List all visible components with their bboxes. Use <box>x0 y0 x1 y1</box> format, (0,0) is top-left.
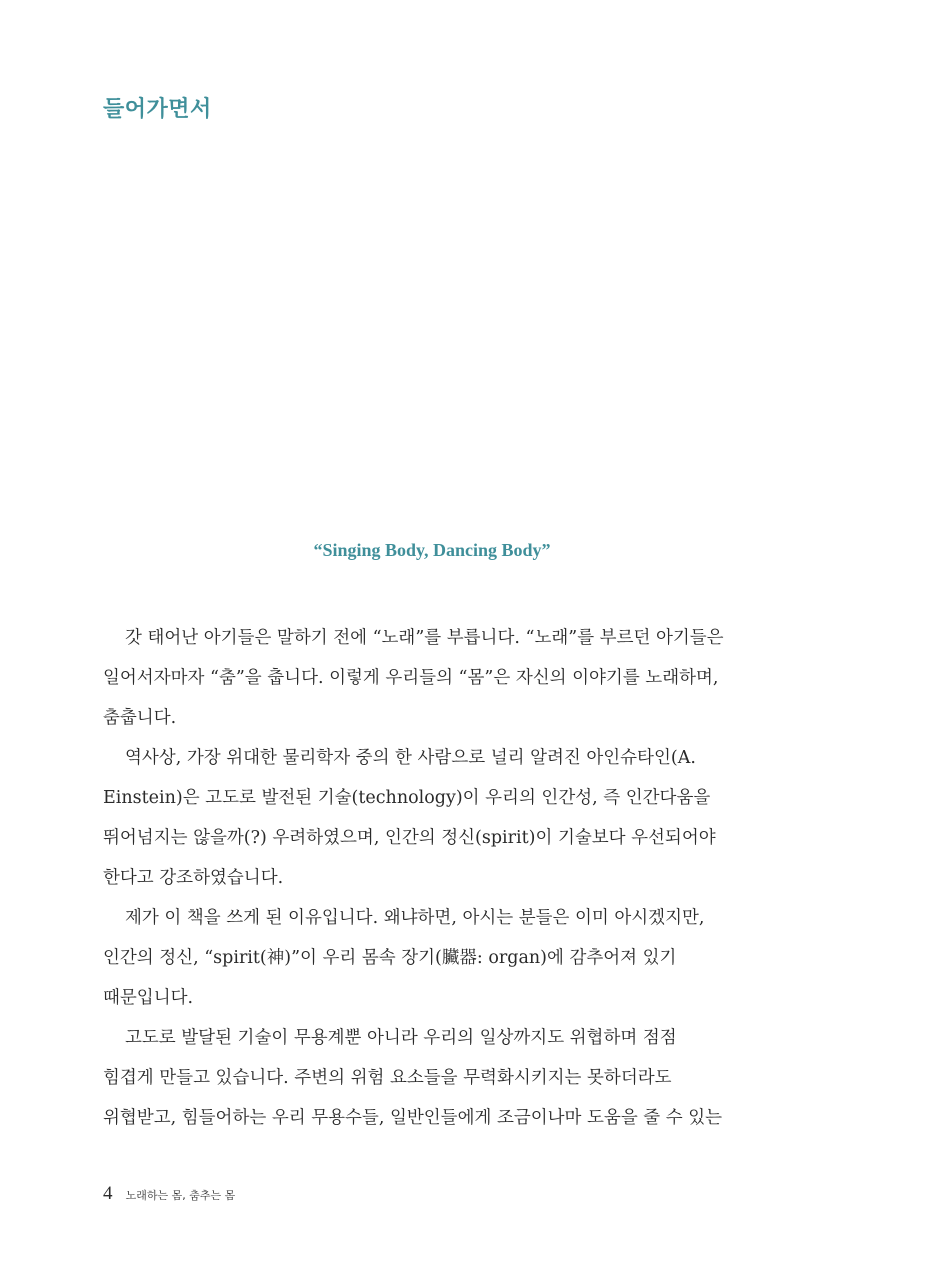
body-line: 한다고 강조하였습니다. <box>103 868 284 888</box>
body-line: 때문입니다. <box>103 988 194 1008</box>
body-line: 뛰어넘지는 않을까(?) 우려하였으며, 인간의 정신(spirit)이 기술보다 우선되어야 <box>103 828 716 848</box>
body-line: 제가 이 책을 쓰게 된 이유입니다. 왜냐하면, 아시는 분들은 이미 아시겠지만, <box>125 908 705 928</box>
page-number: 4 <box>103 1183 113 1204</box>
body-line: 갓 태어난 아기들은 말하기 전에 “노래”를 부릅니다. “노래”를 부르던 아기들은 <box>125 628 724 648</box>
body-line: 위협받고, 힘들어하는 우리 무용수들, 일반인들에게 조금이나마 도움을 줄 수 있는 <box>103 1108 723 1128</box>
body-text <box>103 618 783 1138</box>
body-line: Einstein)은 고도로 발전된 기술(technology)이 우리의 인간성, 즉 인간다움을 <box>103 788 711 808</box>
body-line: 춤춥니다. <box>103 708 177 728</box>
section-subtitle: “Singing Body, Dancing Body” <box>313 540 551 560</box>
page-footer <box>103 1183 235 1205</box>
running-title: 노래하는 몸, 춤추는 몸 <box>125 1189 236 1202</box>
chapter-heading: 들어가면서 <box>103 97 212 122</box>
body-line: 일어서자마자 “춤”을 춥니다. 이렇게 우리들의 “몸”은 자신의 이야기를 노래하며, <box>103 668 719 688</box>
body-line: 고도로 발달된 기술이 무용계뿐 아니라 우리의 일상까지도 위협하며 점점 <box>125 1028 677 1048</box>
body-line: 인간의 정신, “spirit(神)”이 우리 몸속 장기(臟器: organ)에 감추어져 있기 <box>103 948 677 968</box>
body-line: 역사상, 가장 위대한 물리학자 중의 한 사람으로 널리 알려진 아인슈타인(A. <box>125 748 696 768</box>
body-line: 힘겹게 만들고 있습니다. 주변의 위험 요소들을 무력화시키지는 못하더라도 <box>103 1068 672 1088</box>
